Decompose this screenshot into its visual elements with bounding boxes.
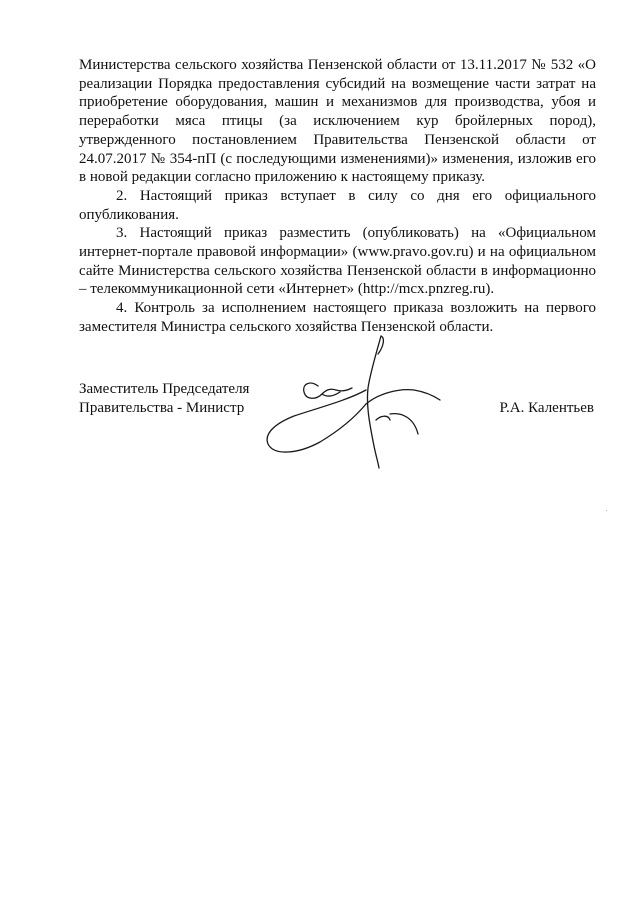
paragraph-item-3: 3. Настоящий приказ разместить (опубликовать) на «Официальном интернет-портале правовой информации» (www.pravo.gov.ru) и на официальном сайте Министерства сельского хозяйства Пензенской области в информационно – телекоммуникационной сети «Интернет» (http://mcx.pnzreg.ru).: [79, 225, 596, 298]
paragraph-continuation: Министерства сельского хозяйства Пензенской области от 13.11.2017 № 532 «О реализации Порядка предоставления субсидий на возмещение части затрат на приобретение оборудования, машин и механизмов для производства, убоя и переработки мяса птицы (за исключением кур бройлерных пород), утвержденного постановлением Правительства Пензенской области от 24.07.2017 № 354-пП (с последующими изменениями)» изменения, изложив его в новой редакции согласно приложению к настоящему приказу.: [79, 57, 596, 186]
signatory-position-line1: Заместитель Председателя: [79, 381, 250, 397]
paragraph-item-4: 4. Контроль за исполнением настоящего приказа возложить на первого заместителя Министра сельского хозяйства Пензенской области.: [79, 300, 596, 335]
paragraph-item-2: 2. Настоящий приказ вступает в силу со дня его официального опубликования.: [79, 187, 596, 223]
document-body: [79, 56, 596, 337]
signatory-name: Р.А. Калентьев: [499, 399, 594, 416]
signatory-position: [79, 380, 249, 417]
scan-artifact: [606, 510, 607, 511]
signatory-position-line2: Правительства - Министр: [79, 399, 245, 416]
signature-block: [79, 380, 596, 480]
